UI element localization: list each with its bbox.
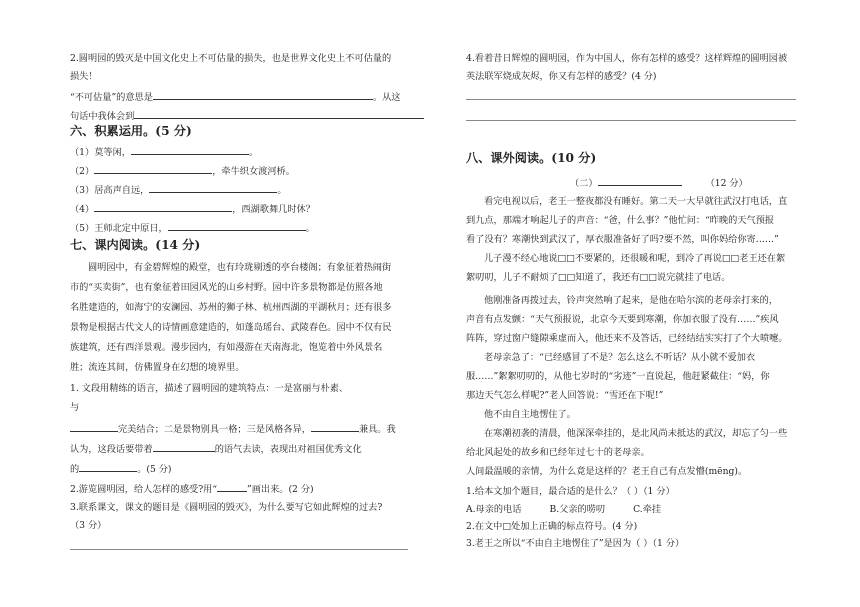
q1-text: 完美结合；二是景物别具一格；三是风格各异， (118, 424, 311, 435)
item-prefix: （3）居高声自远， (70, 185, 150, 196)
subtitle-prefix: （二） (570, 178, 598, 189)
subtitle-line (570, 176, 748, 190)
passage-line: 市的“买卖街”，也有象征着田园风光的山乡村野。园中许多景物都是仿照各地 (70, 282, 383, 293)
passage-line: 他不由自主地愣住了。 (484, 409, 576, 420)
answer-line[interactable] (466, 120, 796, 121)
question-3-line2: （3 分） (70, 520, 107, 531)
q2-text-line4 (70, 109, 424, 123)
question-1-line1: 1. 文段用精练的语言，描述了圆明园的建筑特点：一是富丽与朴素、 (70, 383, 349, 394)
question-1-line5 (70, 462, 172, 476)
item-suffix: 。 (277, 185, 287, 196)
section-7-title: 七、课内阅读。(14 分) (70, 238, 201, 252)
item-prefix: （4） (70, 204, 95, 215)
answer-blank[interactable] (134, 109, 424, 119)
question-1-line3 (70, 422, 396, 436)
item-prefix: （2） (70, 166, 95, 177)
accumulation-item-4 (70, 202, 315, 216)
q4-text-line1: 4.看着昔日辉煌的圆明园，作为中国人，你有怎样的感受？这样辉煌的圆明园被 (466, 53, 788, 64)
item-prefix: （5）王师北定中原日， (70, 223, 168, 234)
item-suffix: ，牵牛织女渡河桥。 (212, 166, 295, 177)
answer-blank[interactable] (94, 202, 232, 212)
question-2: 2.在文中□处加上正确的标点符号。(4 分) (466, 521, 638, 532)
answer-blank[interactable] (70, 422, 118, 432)
accumulation-item-1 (70, 145, 258, 159)
passage-line: 絮叨叨，儿子不耐烦了□□知道了，我还有□□说完就挂了电话。 (466, 272, 731, 283)
answer-blank[interactable] (149, 183, 277, 193)
title-blank[interactable] (598, 176, 682, 186)
q1-text: 认为，这段话要带着 (70, 444, 153, 455)
passage-line: 他刚准备再拨过去，铃声突然响了起来，是他在哈尔滨的老母亲打来的， (484, 295, 778, 306)
passage-line: 人间最温暖的亲情，为什么竟是这样的？老王自己有点发懵(mēng)。 (466, 466, 748, 477)
q2-prompt-2: 句话中我体会到 (70, 111, 135, 122)
passage-line: 声音有点发颤：“天气预报说，北京今天要到寒潮，你加衣服了没有……”疾风 (466, 314, 779, 325)
item-suffix: ，西湖歌舞几时休？ (232, 204, 315, 215)
q2-prompt: “不可估量”的意思是 (70, 92, 153, 103)
question-1: 1.给本文加个题目，最合适的是什么？（ ）（1 分） (466, 486, 675, 497)
passage-line: 名胜建造的，如海宁的安澜园、苏州的狮子林、杭州西湖的平湖秋月；还有很多 (70, 302, 392, 313)
q1-text: 的语气去读，表现出对祖国优秀文化 (214, 444, 362, 455)
passage-line: 看了没有？寒潮快到武汉了，厚衣服准备好了吗?要不然，叫你妈给你寄……” (466, 234, 779, 245)
question-2b (70, 482, 314, 496)
answer-blank[interactable] (168, 221, 306, 231)
option-b[interactable]: B.父亲的唠叨 (549, 504, 606, 515)
q2-text-line3 (70, 90, 400, 104)
passage-line: 给北风起处的故乡和已经年过七十的老母亲。 (466, 447, 650, 458)
q1-text: 兼具。我 (358, 424, 396, 435)
passage-line: 那边天气怎么样呢?”老人回答说：“雪还在下呢!” (466, 390, 664, 401)
question-1-line4 (70, 442, 362, 456)
passage-line: 儿子漫不经心地说□□不要紧的，还很暖和呢，到冷了再说□□老王还在絮 (484, 253, 786, 264)
answer-line[interactable] (70, 549, 408, 550)
accumulation-item-3 (70, 183, 287, 197)
answer-blank[interactable] (79, 462, 137, 472)
q2-text-line1: 2.圆明园的毁灭是中国文化史上不可估量的损失，也是世界文化史上不可估量的 (70, 53, 392, 64)
question-1-line2: 与 (70, 402, 80, 413)
item-suffix: 。 (248, 147, 259, 158)
passage-line: 服……”絮絮叨叨的，从他七岁时的“劣迹”一直说起，他赶紧截住：“妈，你 (466, 371, 770, 382)
answer-blank[interactable] (153, 442, 215, 452)
section-8-title: 八、课外阅读。(10 分) (466, 151, 597, 165)
passage-line: 看完电视以后，老王一整夜都没有睡好。第二天一大早就往武汉打电话，直 (484, 196, 788, 207)
question-3: 3.老王之所以“不由自主地愣住了”是因为（ ）（1 分） (466, 538, 685, 549)
question-3-line1: 3.联系课文，课文的题目是《圆明园的毁灭》，为什么要写它如此辉煌的过去? (70, 502, 383, 513)
passage-line: 在寒潮初袭的清晨，他深深牵挂的，是北风尚未抵达的武汉，却忘了匀一些 (484, 428, 788, 439)
passage-line: 老母亲急了：“已经感冒了不是？怎么这么不听话？从小就不爱加衣 (484, 352, 756, 363)
option-c[interactable]: C.牵挂 (633, 504, 662, 515)
q1-text: 。(5 分) (137, 464, 172, 475)
q2b-text: 2.游览圆明园，给人怎样的感受?用“ (70, 484, 218, 495)
accumulation-item-5 (70, 221, 315, 235)
passage-line: 族建筑，还有西洋景观。漫步园内，有如漫游在天南海北，饱览着中外风景名 (70, 342, 383, 353)
option-a[interactable]: A.母亲的电话 (466, 504, 522, 515)
passage-line: 圆明园中，有金碧辉煌的殿堂，也有玲珑剔透的亭台楼阁；有象征着热闹街 (88, 262, 392, 273)
q2-suffix: 。从这 (372, 92, 401, 103)
q2-text-line2: 损失！ (70, 71, 98, 82)
answer-blank[interactable] (131, 145, 249, 155)
item-suffix: 。 (305, 223, 315, 234)
accumulation-item-2 (70, 164, 295, 178)
answer-blank[interactable] (311, 422, 359, 432)
answer-line[interactable] (466, 99, 796, 100)
section-6-title: 六、积累运用。(5 分) (70, 124, 192, 138)
passage-line: 阵阵，穿过窗户缝隙乘虚而入，他还来不及答话，已经结结实实打了个大喷嚏。 (466, 333, 788, 344)
passage-line: 胜；流连其间，仿佛置身在幻想的境界里。 (70, 362, 245, 373)
options-row (466, 504, 661, 516)
item-prefix: （1）莫等闲， (70, 147, 131, 158)
q4-text-line2: 英法联军烧成灰烬，你又有怎样的感受？(4 分) (466, 71, 657, 82)
answer-blank[interactable] (94, 164, 212, 174)
subtitle-score: （12 分） (705, 178, 748, 189)
answer-blank[interactable] (217, 482, 247, 492)
q2b-text: ”画出来。(2 分) (247, 484, 314, 495)
answer-blank[interactable] (153, 90, 373, 100)
passage-line: 景物是根据古代文人的诗情画意建造的，如蓬岛瑶台、武陵春色。园中不仅有民 (70, 322, 392, 333)
passage-line: 到九点，那端才响起儿子的声音：“爸，什么事？”他忙问：“昨晚的天气预报 (466, 215, 775, 226)
q1-text: 的 (70, 464, 80, 475)
